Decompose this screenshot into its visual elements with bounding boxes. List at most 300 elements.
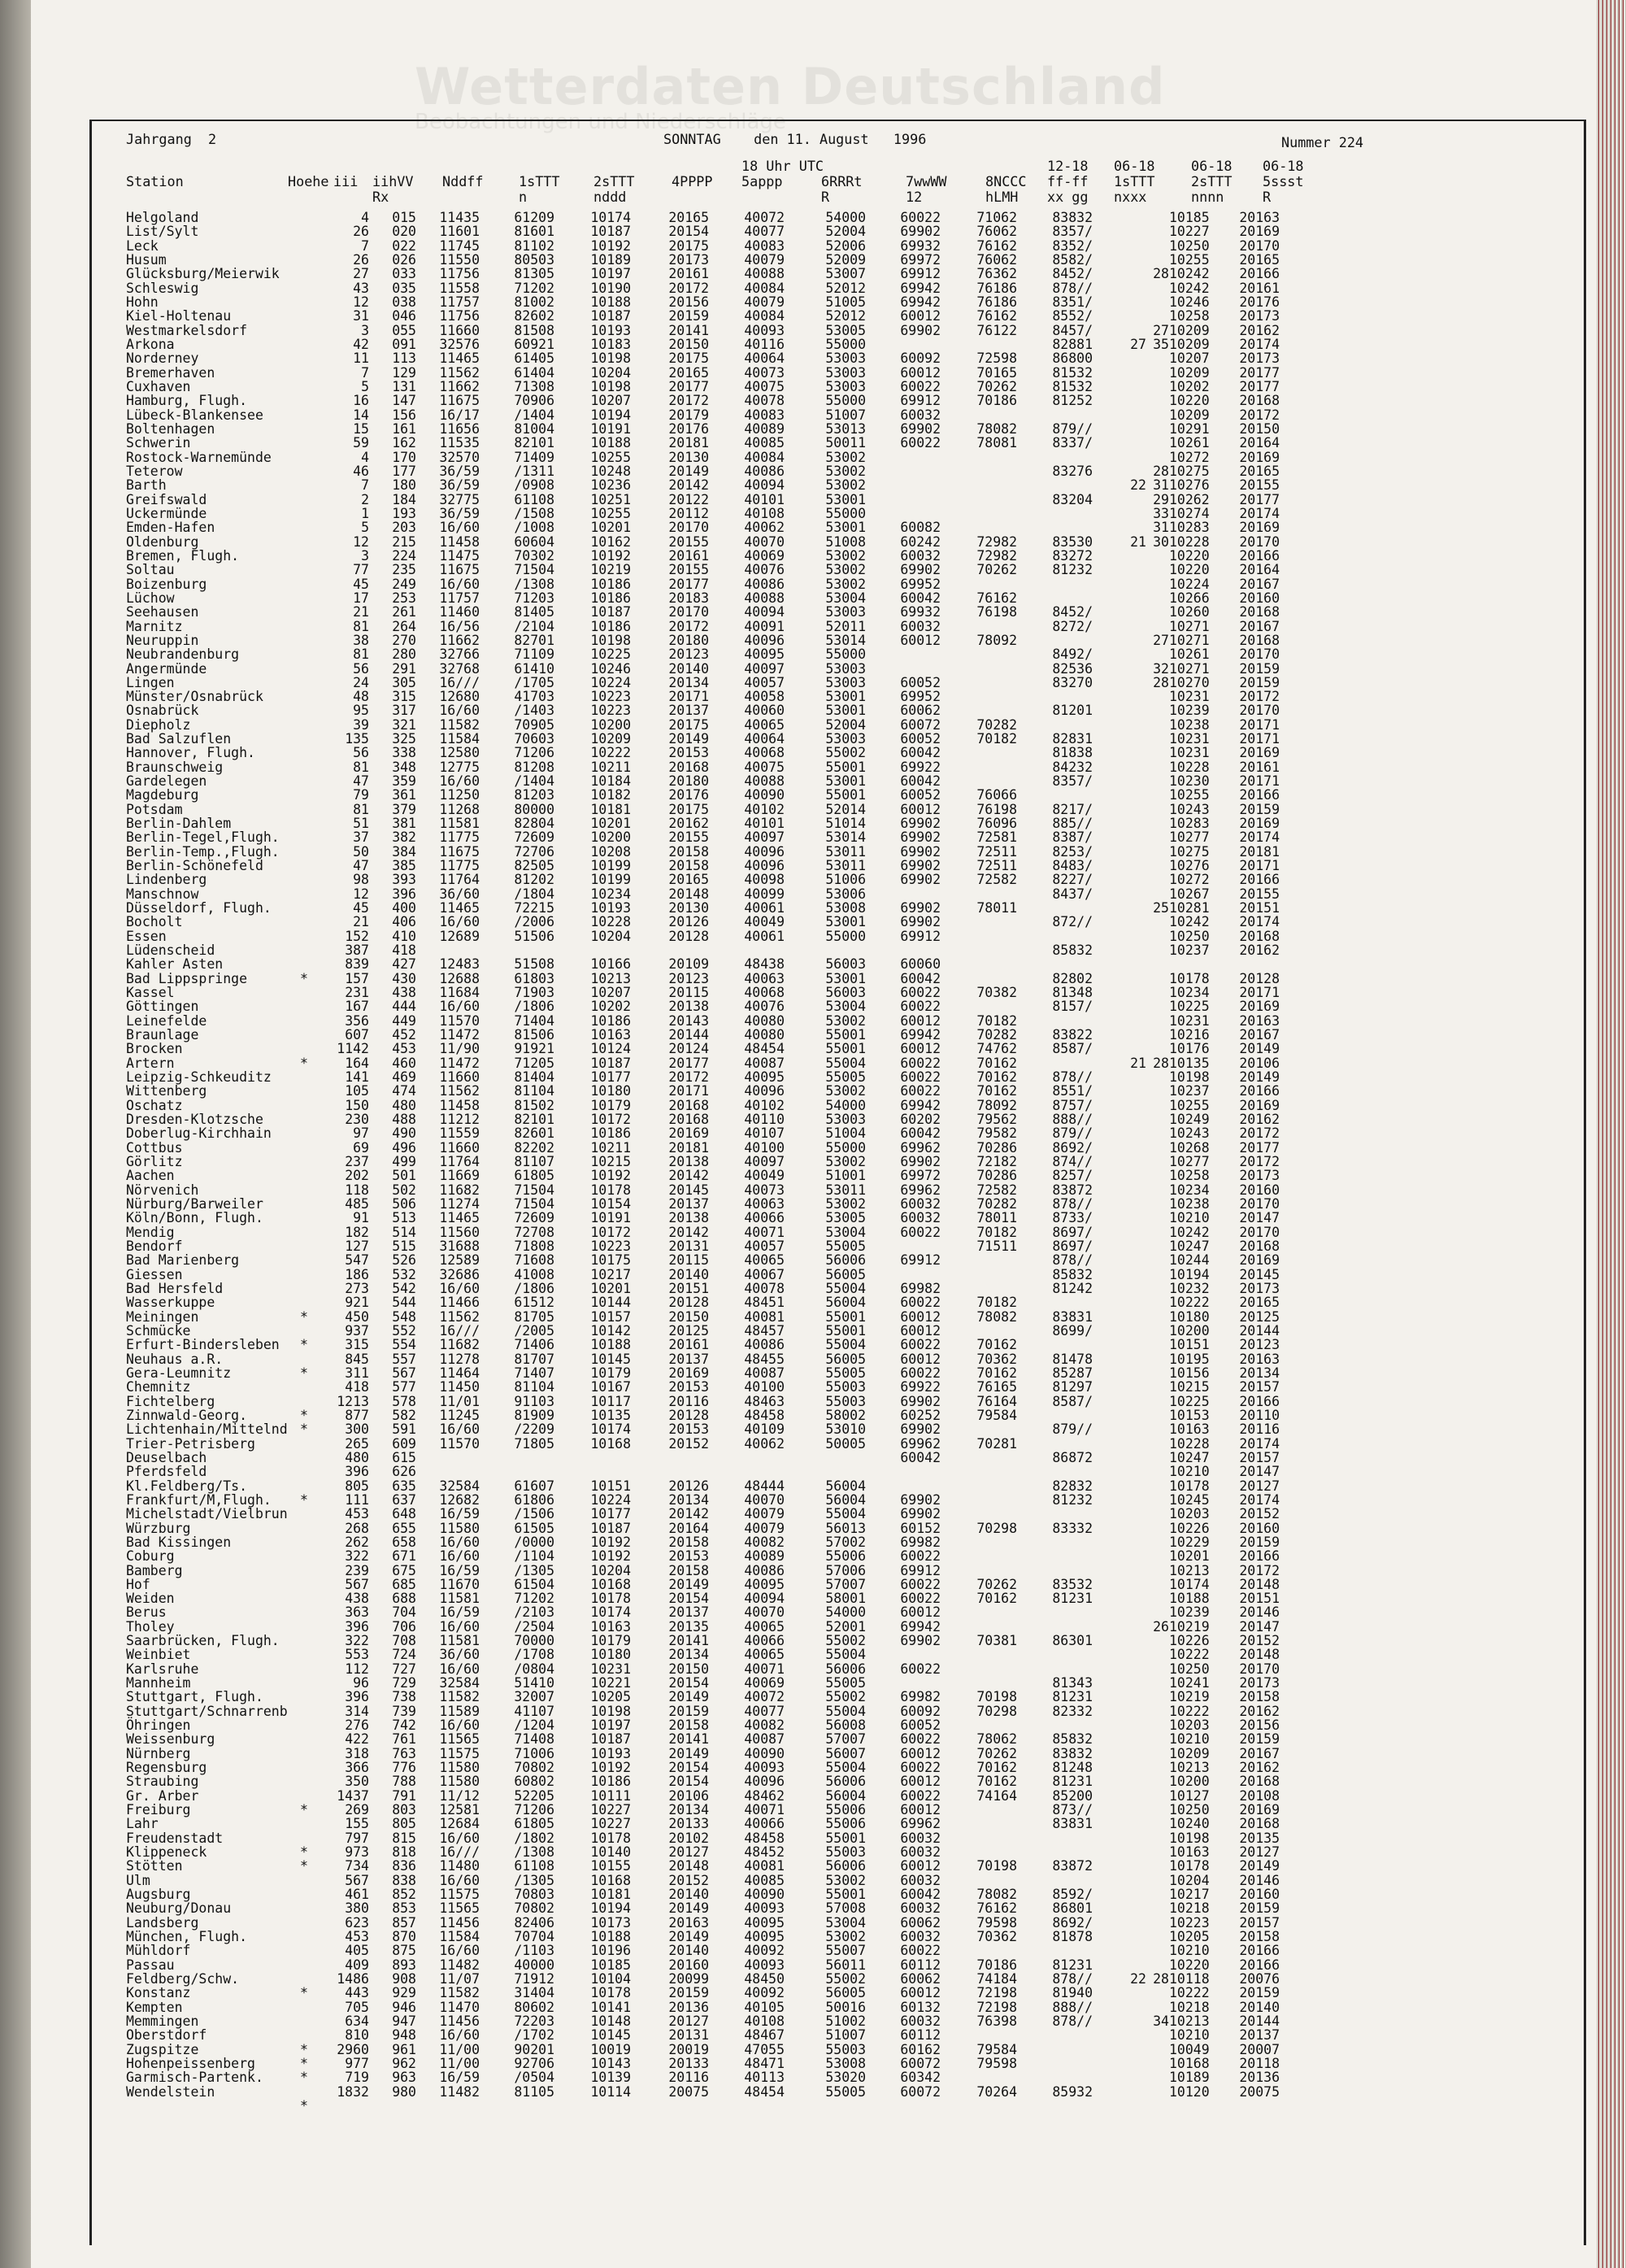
table-cell: /1403: [514, 703, 554, 719]
table-cell: 20127: [668, 1844, 709, 1861]
table-cell: 430: [392, 970, 416, 986]
table-cell: 10255: [590, 449, 631, 465]
table-cell: 10291: [1169, 420, 1210, 437]
table-cell: 60921: [514, 336, 554, 352]
table-cell: [1093, 394, 1146, 407]
table-cell: [1093, 1662, 1146, 1676]
table-cell: 20156: [668, 294, 709, 310]
table-cell: 60092: [900, 1703, 941, 1719]
table-cell: [1093, 1620, 1146, 1634]
table-cell: 53001: [825, 914, 866, 930]
table-cell: 20176: [668, 787, 709, 803]
table-cell: 10209: [1169, 336, 1210, 352]
table-cell: 10192: [590, 547, 631, 564]
table-cell: 69942: [900, 1618, 941, 1635]
table-cell: 53003: [825, 350, 866, 367]
table-cell: 10135: [590, 1407, 631, 1423]
table-cell: 81104: [514, 1083, 554, 1099]
table-cell: [1146, 1676, 1169, 1690]
table-cell: 47: [353, 773, 369, 790]
table-cell: 70282: [976, 1027, 1017, 1043]
table-cell: [1146, 2043, 1169, 2057]
station-name: München, Flugh.: [126, 1929, 248, 1945]
station-name: Arkona: [126, 336, 175, 352]
table-cell: 79562: [976, 1112, 1017, 1127]
table-cell: 20152: [668, 1435, 709, 1452]
table-cell: 105: [345, 1083, 369, 1099]
table-cell: 20172: [1239, 407, 1280, 423]
table-cell: [1093, 2057, 1146, 2070]
table-cell: [1146, 1239, 1169, 1253]
table-cell: 474: [392, 1083, 416, 1099]
table-cell: 48463: [744, 1393, 785, 1409]
table-cell: 10217: [1169, 1887, 1210, 1903]
table-cell: 16/59: [439, 2070, 480, 2086]
station-name: Deuselbach: [126, 1449, 207, 1465]
table-cell: 40086: [744, 576, 785, 592]
table-cell: [1093, 2000, 1146, 2014]
table-cell: 147: [392, 393, 416, 409]
table-cell: 20181: [668, 435, 709, 451]
table-cell: 22: [1130, 1971, 1146, 1987]
table-cell: 82802: [1052, 970, 1093, 986]
station-name: Görlitz: [126, 1153, 183, 1169]
table-cell: 60042: [900, 1125, 941, 1142]
table-cell: 10234: [590, 886, 631, 902]
table-cell: 47: [353, 858, 369, 874]
table-cell: 48457: [744, 1322, 785, 1339]
table-cell: 10247: [1169, 1238, 1210, 1254]
table-cell: [1093, 972, 1146, 986]
table-cell: 83822: [1052, 1027, 1093, 1043]
table-cell: 418: [345, 1379, 369, 1395]
table-cell: 10199: [590, 858, 631, 874]
table-cell: 276: [345, 1717, 369, 1734]
table-cell: 70162: [976, 1083, 1017, 1099]
table-cell: 55004: [825, 1055, 866, 1071]
table-cell: 78082: [976, 1887, 1017, 1903]
table-cell: [1093, 1282, 1146, 1295]
table-cell: [1146, 1845, 1169, 1859]
table-row: [126, 324, 1280, 337]
table-cell: [866, 451, 941, 464]
table-cell: [709, 1465, 785, 1478]
table-cell: 20123: [668, 646, 709, 663]
table-cell: [941, 1676, 1017, 1690]
table-cell: 8592/: [1052, 1887, 1093, 1903]
table-cell: 10194: [590, 407, 631, 423]
table-cell: 224: [392, 547, 416, 564]
station-name: Garmisch-Partenk.: [126, 2070, 263, 2086]
table-cell: [1093, 563, 1146, 577]
table-cell: 92706: [514, 2055, 554, 2071]
table-cell: [1093, 1465, 1146, 1478]
table-cell: 10198: [590, 632, 631, 648]
table-cell: [1146, 1366, 1169, 1380]
table-cell: 3: [361, 547, 369, 564]
table-cell: 20134: [668, 1802, 709, 1818]
table-cell: 11575: [439, 1887, 480, 1903]
table-cell: 11450: [439, 1379, 480, 1395]
table-cell: [1093, 873, 1146, 886]
table-cell: 239: [345, 1562, 369, 1578]
table-cell: /0504: [514, 2070, 554, 2086]
table-cell: 76164: [976, 1393, 1017, 1409]
table-cell: 26: [353, 251, 369, 268]
table-cell: 57007: [825, 1731, 866, 1748]
table-cell: [1093, 1479, 1146, 1493]
table-cell: 81004: [514, 420, 554, 437]
table-row: [126, 520, 1280, 534]
table-cell: 71408: [514, 1731, 554, 1748]
table-cell: /2504: [514, 1618, 554, 1635]
station-name: Braunschweig: [126, 759, 224, 775]
table-cell: 8587/: [1052, 1041, 1093, 1057]
table-cell: 11550: [439, 251, 480, 268]
table-cell: 40109: [744, 1421, 785, 1438]
table-cell: 20166: [1239, 872, 1280, 888]
table-cell: [1146, 1634, 1169, 1648]
table-cell: 035: [392, 280, 416, 296]
table-cell: 61410: [514, 660, 554, 677]
table-cell: 20158: [668, 1534, 709, 1550]
table-cell: 20170: [1239, 1224, 1280, 1240]
table-cell: 10231: [1169, 1012, 1210, 1029]
table-cell: 53003: [825, 674, 866, 690]
table-cell: 20157: [1239, 1379, 1280, 1395]
table-cell: 20150: [668, 336, 709, 352]
table-cell: 76066: [976, 787, 1017, 803]
table-cell: 948: [392, 2027, 416, 2044]
table-cell: 20165: [1239, 1295, 1280, 1311]
table-cell: 20167: [1239, 1027, 1280, 1043]
table-cell: 52205: [514, 1787, 554, 1804]
table-cell: 10232: [1169, 1280, 1210, 1296]
station-name: Pferdsfeld: [126, 1464, 207, 1480]
table-cell: 78011: [976, 1210, 1017, 1226]
table-cell: 55001: [825, 759, 866, 775]
table-row: [126, 1155, 1280, 1169]
table-cell: 10270: [1169, 674, 1210, 690]
table-cell: 878//: [1052, 1195, 1093, 1212]
table-cell: 55003: [825, 2041, 866, 2057]
table-cell: 81105: [514, 2083, 554, 2100]
table-cell: 637: [392, 1491, 416, 1508]
table-cell: 506: [392, 1195, 416, 1212]
table-cell: [1093, 1634, 1146, 1648]
table-cell: 10220: [1169, 562, 1210, 578]
table-cell: 60082: [900, 520, 941, 536]
table-cell: [1146, 1507, 1169, 1521]
table-cell: 81532: [1052, 378, 1093, 394]
table-cell: [1017, 1831, 1093, 1845]
table-cell: [1093, 929, 1146, 943]
table-cell: 724: [392, 1647, 416, 1663]
table-cell: 48467: [744, 2027, 785, 2044]
table-cell: [1093, 1859, 1146, 1873]
table-cell: 12: [353, 886, 369, 902]
table-cell: 82881: [1052, 336, 1093, 352]
table-cell: 10275: [1169, 463, 1210, 479]
table-cell: 11570: [439, 1435, 480, 1452]
table-cell: 20153: [668, 1421, 709, 1438]
table-cell: 70162: [976, 1069, 1017, 1086]
table-cell: 20165: [668, 872, 709, 888]
table-cell: 40000: [514, 1957, 554, 1973]
table-cell: 10266: [1169, 590, 1210, 606]
table-row: [126, 535, 1280, 549]
table-cell: 20170: [1239, 703, 1280, 719]
table-cell: [1146, 1352, 1169, 1366]
table-cell: [941, 464, 1017, 478]
table-cell: 10262: [1169, 491, 1210, 507]
table-cell: 16/60: [439, 1280, 480, 1296]
table-row: [126, 549, 1280, 563]
table-cell: 71006: [514, 1745, 554, 1761]
table-cell: 20154: [668, 1675, 709, 1691]
table-cell: 10148: [590, 2013, 631, 2029]
table-cell: 11535: [439, 435, 480, 451]
table-cell: 69972: [900, 1168, 941, 1184]
table-cell: 10226: [1169, 1520, 1210, 1536]
table-cell: 56004: [825, 1478, 866, 1494]
table-cell: 20127: [1239, 1478, 1280, 1494]
table-cell: 10198: [590, 378, 631, 394]
table-cell: 70298: [976, 1703, 1017, 1719]
table-cell: 8437/: [1052, 886, 1093, 902]
table-cell: [1146, 1197, 1169, 1211]
table-cell: 11757: [439, 294, 480, 310]
table-cell: [1093, 422, 1146, 436]
table-cell: 60162: [900, 2041, 941, 2057]
table-cell: 70282: [976, 716, 1017, 733]
table-cell: 10210: [1169, 2027, 1210, 2044]
table-cell: 70000: [514, 1633, 554, 1649]
table-cell: 10203: [1169, 1717, 1210, 1734]
table-cell: 76162: [976, 237, 1017, 254]
table-cell: 321: [392, 716, 416, 733]
station-name: Meiningen: [126, 1308, 199, 1325]
table-cell: 40101: [744, 491, 785, 507]
table-cell: 70905: [514, 716, 554, 733]
table-cell: 11/01: [439, 1393, 480, 1409]
table-cell: 82602: [514, 308, 554, 324]
table-cell: 91: [353, 1210, 369, 1226]
table-cell: 55006: [825, 1802, 866, 1818]
table-cell: 10209: [1169, 364, 1210, 381]
table-cell: 350: [345, 1774, 369, 1790]
table-cell: 11466: [439, 1295, 480, 1311]
table-row: [126, 1690, 1280, 1704]
table-cell: 70162: [976, 1365, 1017, 1381]
table-cell: [631, 1465, 709, 1478]
table-cell: 61805: [514, 1816, 554, 1832]
table-cell: 40100: [744, 1379, 785, 1395]
table-cell: 20166: [1239, 1393, 1280, 1409]
station-name: Lahr: [126, 1816, 159, 1832]
table-cell: 72708: [514, 1224, 554, 1240]
table-cell: 69902: [900, 1491, 941, 1508]
table-cell: 10219: [1169, 1689, 1210, 1705]
table-cell: 10239: [1169, 1604, 1210, 1621]
column-header-l2-7: 4PPPP: [672, 173, 713, 189]
table-cell: [1093, 1028, 1146, 1042]
table-cell: [1146, 1718, 1169, 1732]
station-name: Weissenburg: [126, 1731, 215, 1748]
table-cell: 40080: [744, 1027, 785, 1043]
table-cell: 11764: [439, 1153, 480, 1169]
table-cell: [1146, 408, 1169, 422]
table-cell: 40095: [744, 1576, 785, 1592]
table-cell: 453: [345, 1506, 369, 1522]
table-cell: 20158: [1239, 1929, 1280, 1945]
table-cell: 81705: [514, 1308, 554, 1325]
table-cell: [866, 662, 941, 676]
table-cell: 167: [345, 999, 369, 1015]
table-cell: [1017, 901, 1093, 915]
table-cell: 150: [345, 1097, 369, 1113]
table-cell: 53003: [825, 731, 866, 747]
station-name: Hohn: [126, 294, 159, 310]
table-cell: [1093, 1845, 1146, 1859]
table-cell: 76062: [976, 224, 1017, 240]
table-cell: 10178: [590, 1182, 631, 1198]
table-cell: [1093, 1310, 1146, 1324]
table-cell: 72581: [976, 829, 1017, 846]
table-cell: 921: [345, 1295, 369, 1311]
table-cell: 5: [361, 378, 369, 394]
table-cell: 56003: [825, 985, 866, 1001]
table-cell: 10135: [1169, 1055, 1210, 1071]
table-cell: 3: [361, 322, 369, 338]
table-cell: 82505: [514, 858, 554, 874]
table-cell: 40081: [744, 1308, 785, 1325]
table-cell: 83530: [1052, 533, 1093, 550]
table-row: [126, 337, 1280, 351]
table-cell: 81478: [1052, 1351, 1093, 1367]
table-cell: 53002: [825, 1153, 866, 1169]
table-cell: 10220: [1169, 547, 1210, 564]
table-cell: 20173: [1239, 1675, 1280, 1691]
table-cell: 10215: [590, 1153, 631, 1169]
table-cell: 10224: [590, 674, 631, 690]
table-cell: [1146, 1591, 1169, 1605]
table-cell: 52014: [825, 801, 866, 817]
table-cell: 53001: [825, 773, 866, 790]
table-cell: 51002: [825, 2013, 866, 2029]
table-cell: 11660: [439, 1069, 480, 1086]
table-cell: 60022: [900, 435, 941, 451]
station-name: Uckermünde: [126, 505, 207, 521]
table-cell: 20168: [1239, 928, 1280, 944]
table-cell: 56007: [825, 1745, 866, 1761]
table-cell: 34: [1153, 2013, 1169, 2029]
table-cell: 70603: [514, 731, 554, 747]
table-row: [126, 718, 1280, 732]
table-cell: 55005: [825, 2083, 866, 2100]
table-cell: [1017, 690, 1093, 703]
table-cell: 10194: [1169, 1266, 1210, 1282]
table-cell: 10225: [1169, 999, 1210, 1015]
table-cell: 1832: [337, 2083, 369, 2100]
table-cell: 40079: [744, 1506, 785, 1522]
table-cell: [1093, 1126, 1146, 1140]
table-cell: [941, 1549, 1017, 1563]
table-cell: [1146, 1141, 1169, 1155]
table-cell: [941, 774, 1017, 788]
table-cell: 11562: [439, 364, 480, 381]
table-cell: 40097: [744, 1153, 785, 1169]
station-name: Wendelstein *: [126, 2083, 308, 2113]
table-cell: 40091: [744, 618, 785, 634]
table-cell: 20162: [1239, 942, 1280, 959]
table-cell: 16/60: [439, 1534, 480, 1550]
table-cell: 10204: [590, 928, 631, 944]
table-row: [126, 1774, 1280, 1788]
table-cell: 10219: [590, 562, 631, 578]
table-cell: 449: [392, 1012, 416, 1029]
table-cell: 53003: [825, 604, 866, 620]
table-cell: 81601: [514, 224, 554, 240]
table-cell: 56004: [825, 1295, 866, 1311]
station-name: Hannover, Flugh.: [126, 745, 255, 761]
table-cell: [1093, 1958, 1146, 1972]
table-cell: 20134: [668, 674, 709, 690]
table-cell: [941, 957, 1017, 971]
table-cell: /1008: [514, 520, 554, 536]
table-cell: [1146, 1747, 1169, 1761]
table-cell: 90201: [514, 2041, 554, 2057]
table-cell: 56005: [825, 1351, 866, 1367]
table-cell: [941, 1662, 1017, 1676]
table-cell: 469: [392, 1069, 416, 1086]
station-name: Berlin-Temp.,Flugh.: [126, 843, 280, 860]
station-name: Frankfurt/M,Flugh.: [126, 1491, 272, 1508]
table-row: [126, 253, 1280, 267]
table-cell: [1146, 718, 1169, 732]
table-cell: 20154: [668, 1591, 709, 1607]
table-cell: 53003: [825, 1112, 866, 1127]
table-cell: 85932: [1052, 2083, 1093, 2100]
table-cell: 10228: [590, 914, 631, 930]
station-name: Passau: [126, 1957, 175, 1973]
table-cell: [1093, 1732, 1146, 1746]
table-cell: 8253/: [1052, 843, 1093, 860]
table-cell: 69: [353, 1139, 369, 1156]
table-row: [126, 224, 1280, 238]
table-cell: 40049: [744, 914, 785, 930]
table-row: [126, 563, 1280, 577]
column-header-l2-15: 5ssst: [1263, 173, 1304, 189]
table-cell: 091: [392, 336, 416, 352]
table-cell: 55000: [825, 1139, 866, 1156]
table-cell: 879//: [1052, 1421, 1093, 1438]
table-cell: [1093, 1887, 1146, 1901]
table-cell: 10230: [1169, 773, 1210, 790]
table-cell: 70262: [976, 378, 1017, 394]
column-header-l1-13: 06-18: [1114, 158, 1155, 174]
table-cell: [941, 1874, 1017, 1887]
table-cell: 81231: [1052, 1774, 1093, 1790]
table-cell: 20150: [668, 1661, 709, 1677]
table-cell: 40108: [744, 2013, 785, 2029]
table-cell: 10185: [590, 1957, 631, 1973]
table-cell: 53014: [825, 829, 866, 846]
table-cell: 40098: [744, 872, 785, 888]
station-name: Zinnwald-Georg. *: [126, 1407, 308, 1438]
table-cell: 55001: [825, 1041, 866, 1057]
station-name: Köln/Bonn, Flugh.: [126, 1210, 263, 1226]
